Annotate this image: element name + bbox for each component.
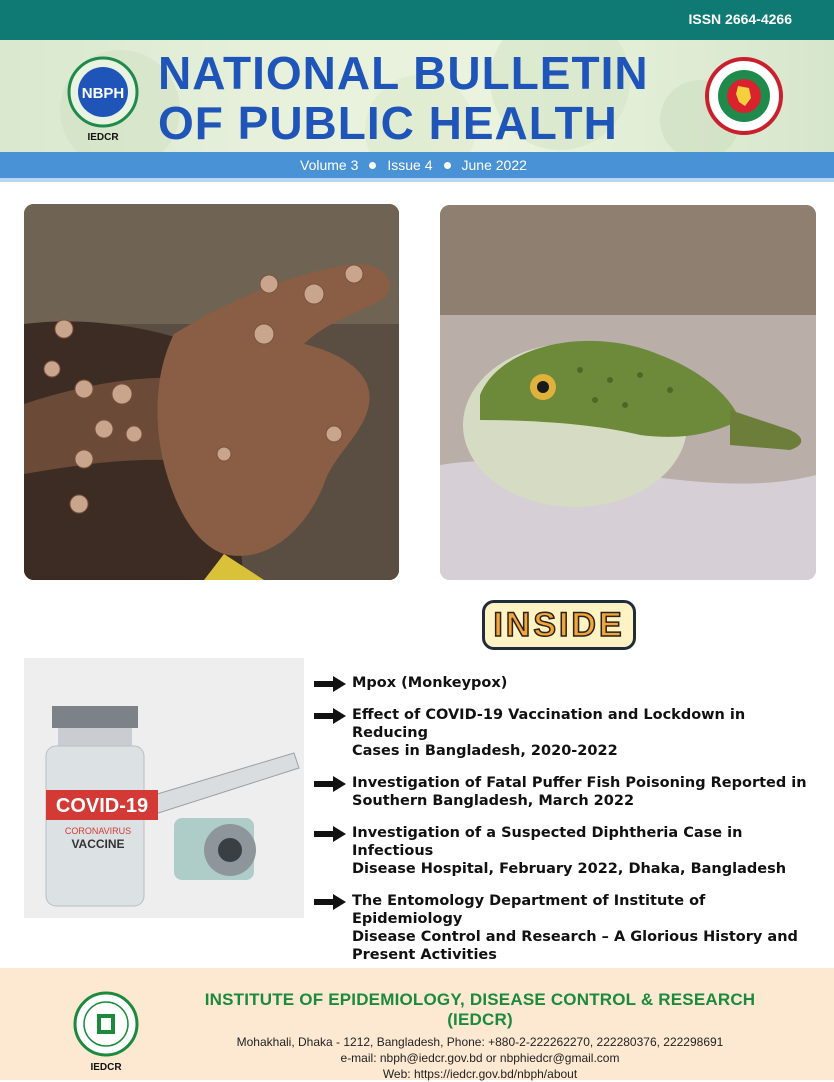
- top-bar: [0, 0, 834, 40]
- svg-text:IEDCR: IEDCR: [87, 132, 119, 143]
- masthead: [0, 40, 834, 152]
- mpox-hand-illustration: [24, 204, 399, 580]
- vaccine-sub2-text: VACCINE: [71, 837, 125, 851]
- nbph-logo-icon: [66, 54, 140, 144]
- footer-contact-block: [180, 990, 780, 1082]
- covid-vaccine-illustration: [24, 658, 304, 918]
- contents-item-title: Investigation of a Suspected Diphtheria Case in Infectious Disease Hospital, February 2022, Dhaka, Bangladesh: [352, 825, 787, 877]
- bulletin-title-line2: OF PUBLIC HEALTH: [158, 97, 618, 149]
- volume-number: Volume 3: [300, 157, 359, 173]
- organization-name: INSTITUTE OF EPIDEMIOLOGY, DISEASE CONTROL & RESEARCH (IEDCR): [204, 990, 756, 1029]
- arrow-right-icon: [314, 776, 346, 792]
- footer-website[interactable]: Web: https://iedcr.gov.bd/nbph/about: [382, 1067, 578, 1081]
- footer: [0, 968, 834, 1080]
- issue-number: Issue 4: [387, 157, 433, 173]
- inside-badge: [482, 600, 636, 650]
- footer-email[interactable]: e-mail: nbph@iedcr.gov.bd or nbphiedcr@gmail.com: [340, 1051, 620, 1065]
- contents-item-title: Investigation of Fatal Puffer Fish Poisoning Reported in Southern Bangladesh, March 2022: [352, 775, 807, 809]
- issue-date: June 2022: [461, 157, 527, 173]
- bullet-dot-icon: [369, 162, 376, 169]
- contents-item-title: Mpox (Monkeypox): [352, 675, 508, 691]
- arrow-right-icon: [314, 894, 346, 910]
- contents-item-title: Effect of COVID-19 Vaccination and Lockdown in Reducing Cases in Bangladesh, 2020-2022: [352, 707, 746, 759]
- puffer-fish-illustration: [440, 205, 816, 580]
- mpox-hand-photo: [24, 204, 399, 580]
- vaccine-sub1-text: CORONAVIRUS: [64, 826, 132, 836]
- arrow-right-icon: [314, 826, 346, 842]
- list-item[interactable]: [314, 824, 814, 878]
- volume-bar-stripe: [0, 178, 834, 182]
- footer-address: Mohakhali, Dhaka - 1212, Bangladesh, Phone: +880-2-222262270, 222280376, 222298691: [236, 1035, 724, 1049]
- bulletin-title-line1: NATIONAL BULLETIN: [158, 47, 649, 99]
- bangladesh-govt-seal-icon: [705, 56, 783, 136]
- list-item[interactable]: [314, 674, 814, 692]
- inside-contents-list: [314, 674, 814, 978]
- issn-number: ISSN 2664-4266: [688, 11, 792, 27]
- contents-item-title: The Entomology Department of Institute of Epidemiology Disease Control and Research – A Glorious History and Present Activities: [352, 893, 798, 963]
- covid-vaccine-photo: [24, 658, 304, 918]
- list-item[interactable]: [314, 892, 814, 964]
- inside-label: INSIDE: [493, 606, 625, 644]
- bullet-dot-icon: [444, 162, 451, 169]
- list-item[interactable]: [314, 774, 814, 810]
- volume-issue-bar: [0, 152, 834, 178]
- iedcr-seal-icon: [70, 990, 142, 1074]
- svg-text:NBPH: NBPH: [81, 85, 125, 102]
- arrow-right-icon: [314, 676, 346, 692]
- iedcr-logo-caption: IEDCR: [90, 1062, 122, 1073]
- vaccine-label-text: COVID-19: [55, 795, 149, 817]
- puffer-fish-photo: [440, 205, 816, 580]
- arrow-right-icon: [314, 708, 346, 724]
- list-item[interactable]: [314, 706, 814, 760]
